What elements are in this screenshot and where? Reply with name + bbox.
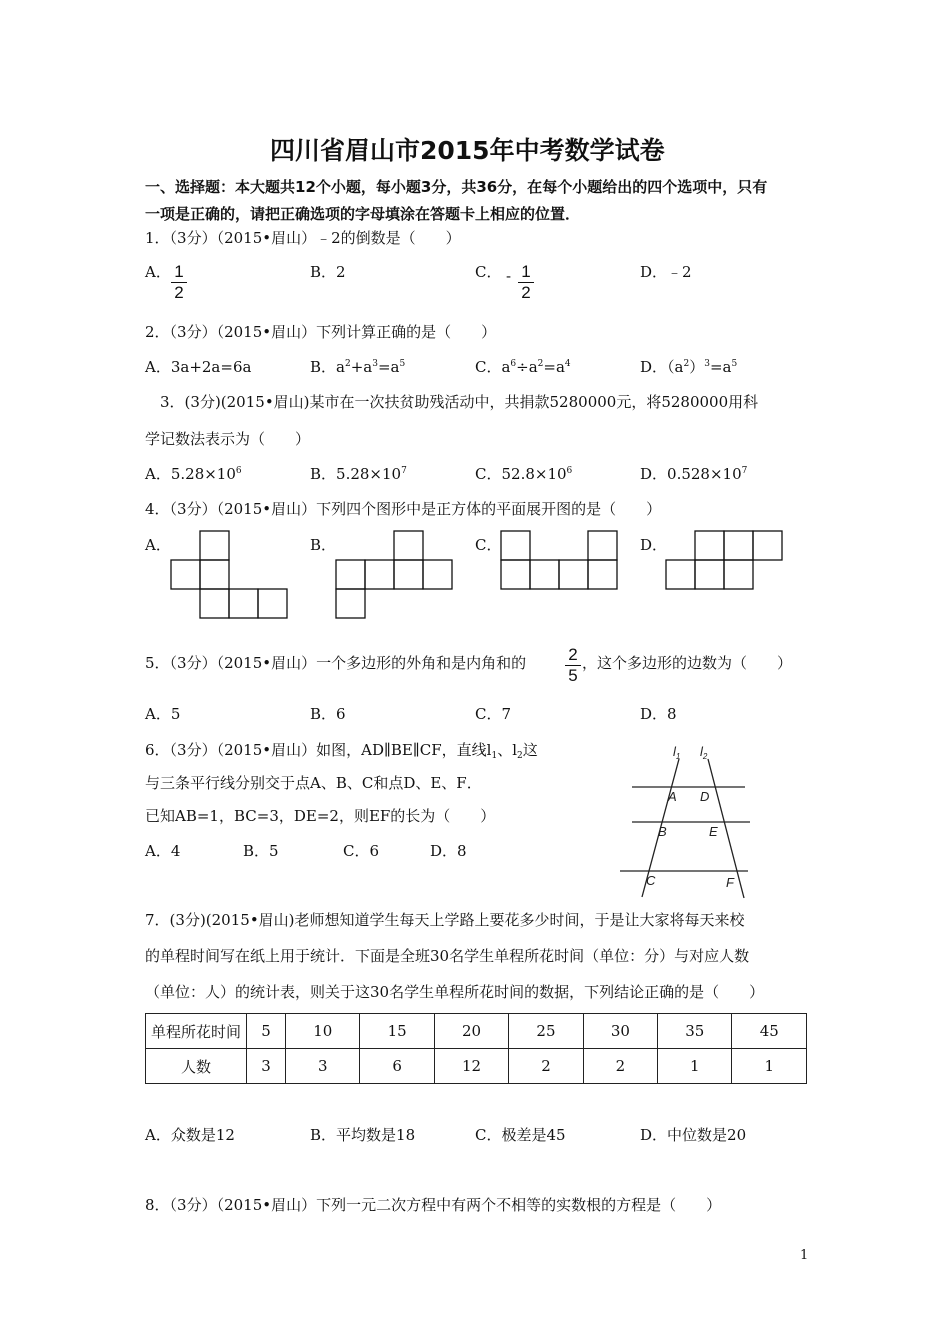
table-header-time: 单程所花时间	[146, 1014, 247, 1049]
q1-option-c-fraction	[518, 263, 534, 302]
page-title: 四川省眉山市2015年中考数学试卷	[270, 136, 665, 165]
table-row	[146, 1014, 807, 1049]
q1-a-denominator: 2	[174, 283, 184, 302]
q5-option-b: B．6	[310, 705, 346, 723]
table-cell: 20	[434, 1014, 508, 1049]
q7-option-c: C．极差是45	[475, 1126, 566, 1144]
q5-option-a: A．5	[145, 705, 181, 723]
q6-option-c: C．6	[343, 842, 380, 860]
section-header-line2: 一项是正确的，请把正确选项的字母填涂在答题卡上相应的位置．	[145, 205, 581, 223]
table-cell: 10	[286, 1014, 360, 1049]
q5-option-c: C．7	[475, 705, 512, 723]
label-f: F	[726, 875, 734, 890]
q3-option-d: D．$0.528\times 10^7$	[640, 465, 748, 483]
q4-net-c	[500, 529, 622, 593]
table-cell: 12	[434, 1049, 508, 1084]
table-cell: 3	[286, 1049, 360, 1084]
q5-fraction	[565, 646, 581, 685]
q4-net-b	[335, 529, 457, 621]
table-cell: 1	[732, 1049, 807, 1084]
table-cell: 45	[732, 1014, 807, 1049]
q3-stem-line1: 3．(3分)(2015•眉山)某市在一次扶贫助残活动中，共捐款5280000元，将5280000用科	[160, 393, 759, 411]
label-a: A	[668, 789, 677, 804]
q1-option-c-sign: -	[506, 267, 512, 285]
q5-stem-part1: 5．（3分）（2015•眉山）一个多边形的外角和是内角和的	[145, 654, 527, 672]
q6-stem-line2: 与三条平行线分别交于点A、B、C和点D、E、F．	[145, 774, 482, 792]
table-cell: 2	[509, 1049, 583, 1084]
q5-denominator: 5	[568, 666, 578, 685]
q6-option-a: A．4	[145, 842, 181, 860]
table-cell: 5	[247, 1014, 286, 1049]
table-cell: 6	[360, 1049, 434, 1084]
q7-stem-line1: 7．(3分)(2015•眉山)老师想知道学生每天上学路上要花多少时间，于是让大家将每天来校	[145, 911, 745, 929]
table-cell: 15	[360, 1014, 434, 1049]
q1-a-numerator: 1	[174, 262, 184, 281]
q6-option-b: B．5	[243, 842, 279, 860]
label-l1: $l_1$	[673, 744, 681, 761]
q3-option-a: A．$5.28\times 10^6$	[145, 465, 242, 483]
table-cell: 1	[658, 1049, 732, 1084]
q4-option-b-label: B．	[310, 536, 337, 554]
table-cell: 25	[509, 1014, 583, 1049]
q2-option-c: C．$a^6\div a^2=a^4$	[475, 358, 571, 376]
table-cell: 35	[658, 1014, 732, 1049]
q5-numerator: 2	[568, 645, 578, 664]
q4-net-d	[665, 529, 787, 593]
label-l2: $l_2$	[700, 744, 708, 761]
q6-parallel-lines-figure	[610, 742, 760, 904]
q1-option-a-fraction	[171, 263, 187, 302]
q2-option-d: D．$(a^2)^3=a^5$	[640, 358, 738, 376]
label-c: C	[646, 873, 656, 888]
label-e: E	[709, 824, 718, 839]
table-cell: 2	[583, 1049, 657, 1084]
table-cell: 30	[583, 1014, 657, 1049]
section-header-line1: 一、选择题：本大题共12个小题，每小题3分，共36分，在每个小题给出的四个选项中，只有	[145, 178, 768, 196]
q1-option-b: B．2	[310, 263, 346, 281]
q7-stem-line3: （单位：人）的统计表，则关于这30名学生单程所花时间的数据，下列结论正确的是（ ）	[145, 983, 765, 1001]
q7-stats-table	[145, 1013, 807, 1084]
q4-option-d-label: D．	[640, 536, 668, 554]
q2-option-a: A．3a+2a=6a	[145, 358, 252, 376]
q7-stem-line2: 的单程时间写在纸上用于统计．下面是全班30名学生单程所花时间（单位：分）与对应人数	[145, 947, 750, 965]
q4-stem: 4．（3分）（2015•眉山）下列四个图形中是正方体的平面展开图的是（ ）	[145, 500, 662, 518]
q1-c-denominator: 2	[521, 283, 531, 302]
page-number: 1	[800, 1248, 809, 1263]
q1-c-numerator: 1	[521, 262, 531, 281]
q3-option-c: C．$52.8\times 10^6$	[475, 465, 573, 483]
q4-option-c-label: C．	[475, 536, 502, 554]
q1-option-a-label: A．	[145, 263, 171, 281]
q3-stem-line2: 学记数法表示为（ ）	[145, 430, 311, 448]
q6-stem-line3: 已知AB=1，BC=3，DE=2，则EF的长为（ ）	[145, 807, 496, 825]
q1-option-c-label: C．	[475, 263, 502, 281]
q6-option-d: D．8	[430, 842, 467, 860]
q5-stem-part2: ，这个多边形的边数为（ ）	[582, 654, 793, 672]
label-d: D	[700, 789, 710, 804]
q4-net-a	[170, 529, 292, 621]
q1-option-d: D．﹣2	[640, 263, 692, 281]
q6-stem-line1: 6．（3分）（2015•眉山）如图，AD∥BE∥CF，直线$l_1$、$l_2$这	[145, 741, 538, 761]
q7-option-b: B．平均数是18	[310, 1126, 416, 1144]
table-cell: 3	[247, 1049, 286, 1084]
q4-option-a-label: A．	[145, 536, 171, 554]
q5-option-d: D．8	[640, 705, 677, 723]
q3-option-b: B．$5.28\times 10^7$	[310, 465, 407, 483]
table-row	[146, 1049, 807, 1084]
q1-stem: 1．（3分）（2015•眉山）﹣2的倒数是（ ）	[145, 229, 461, 247]
q7-option-a: A．众数是12	[145, 1126, 235, 1144]
q8-stem: 8．（3分）（2015•眉山）下列一元二次方程中有两个不相等的实数根的方程是（ ）	[145, 1196, 722, 1214]
q2-option-b: B．$a^2+a^3=a^5$	[310, 358, 406, 376]
label-b: B	[658, 824, 667, 839]
q7-option-d: D．中位数是20	[640, 1126, 747, 1144]
table-header-count: 人数	[146, 1049, 247, 1084]
q2-stem: 2．（3分）（2015•眉山）下列计算正确的是（ ）	[145, 323, 497, 341]
